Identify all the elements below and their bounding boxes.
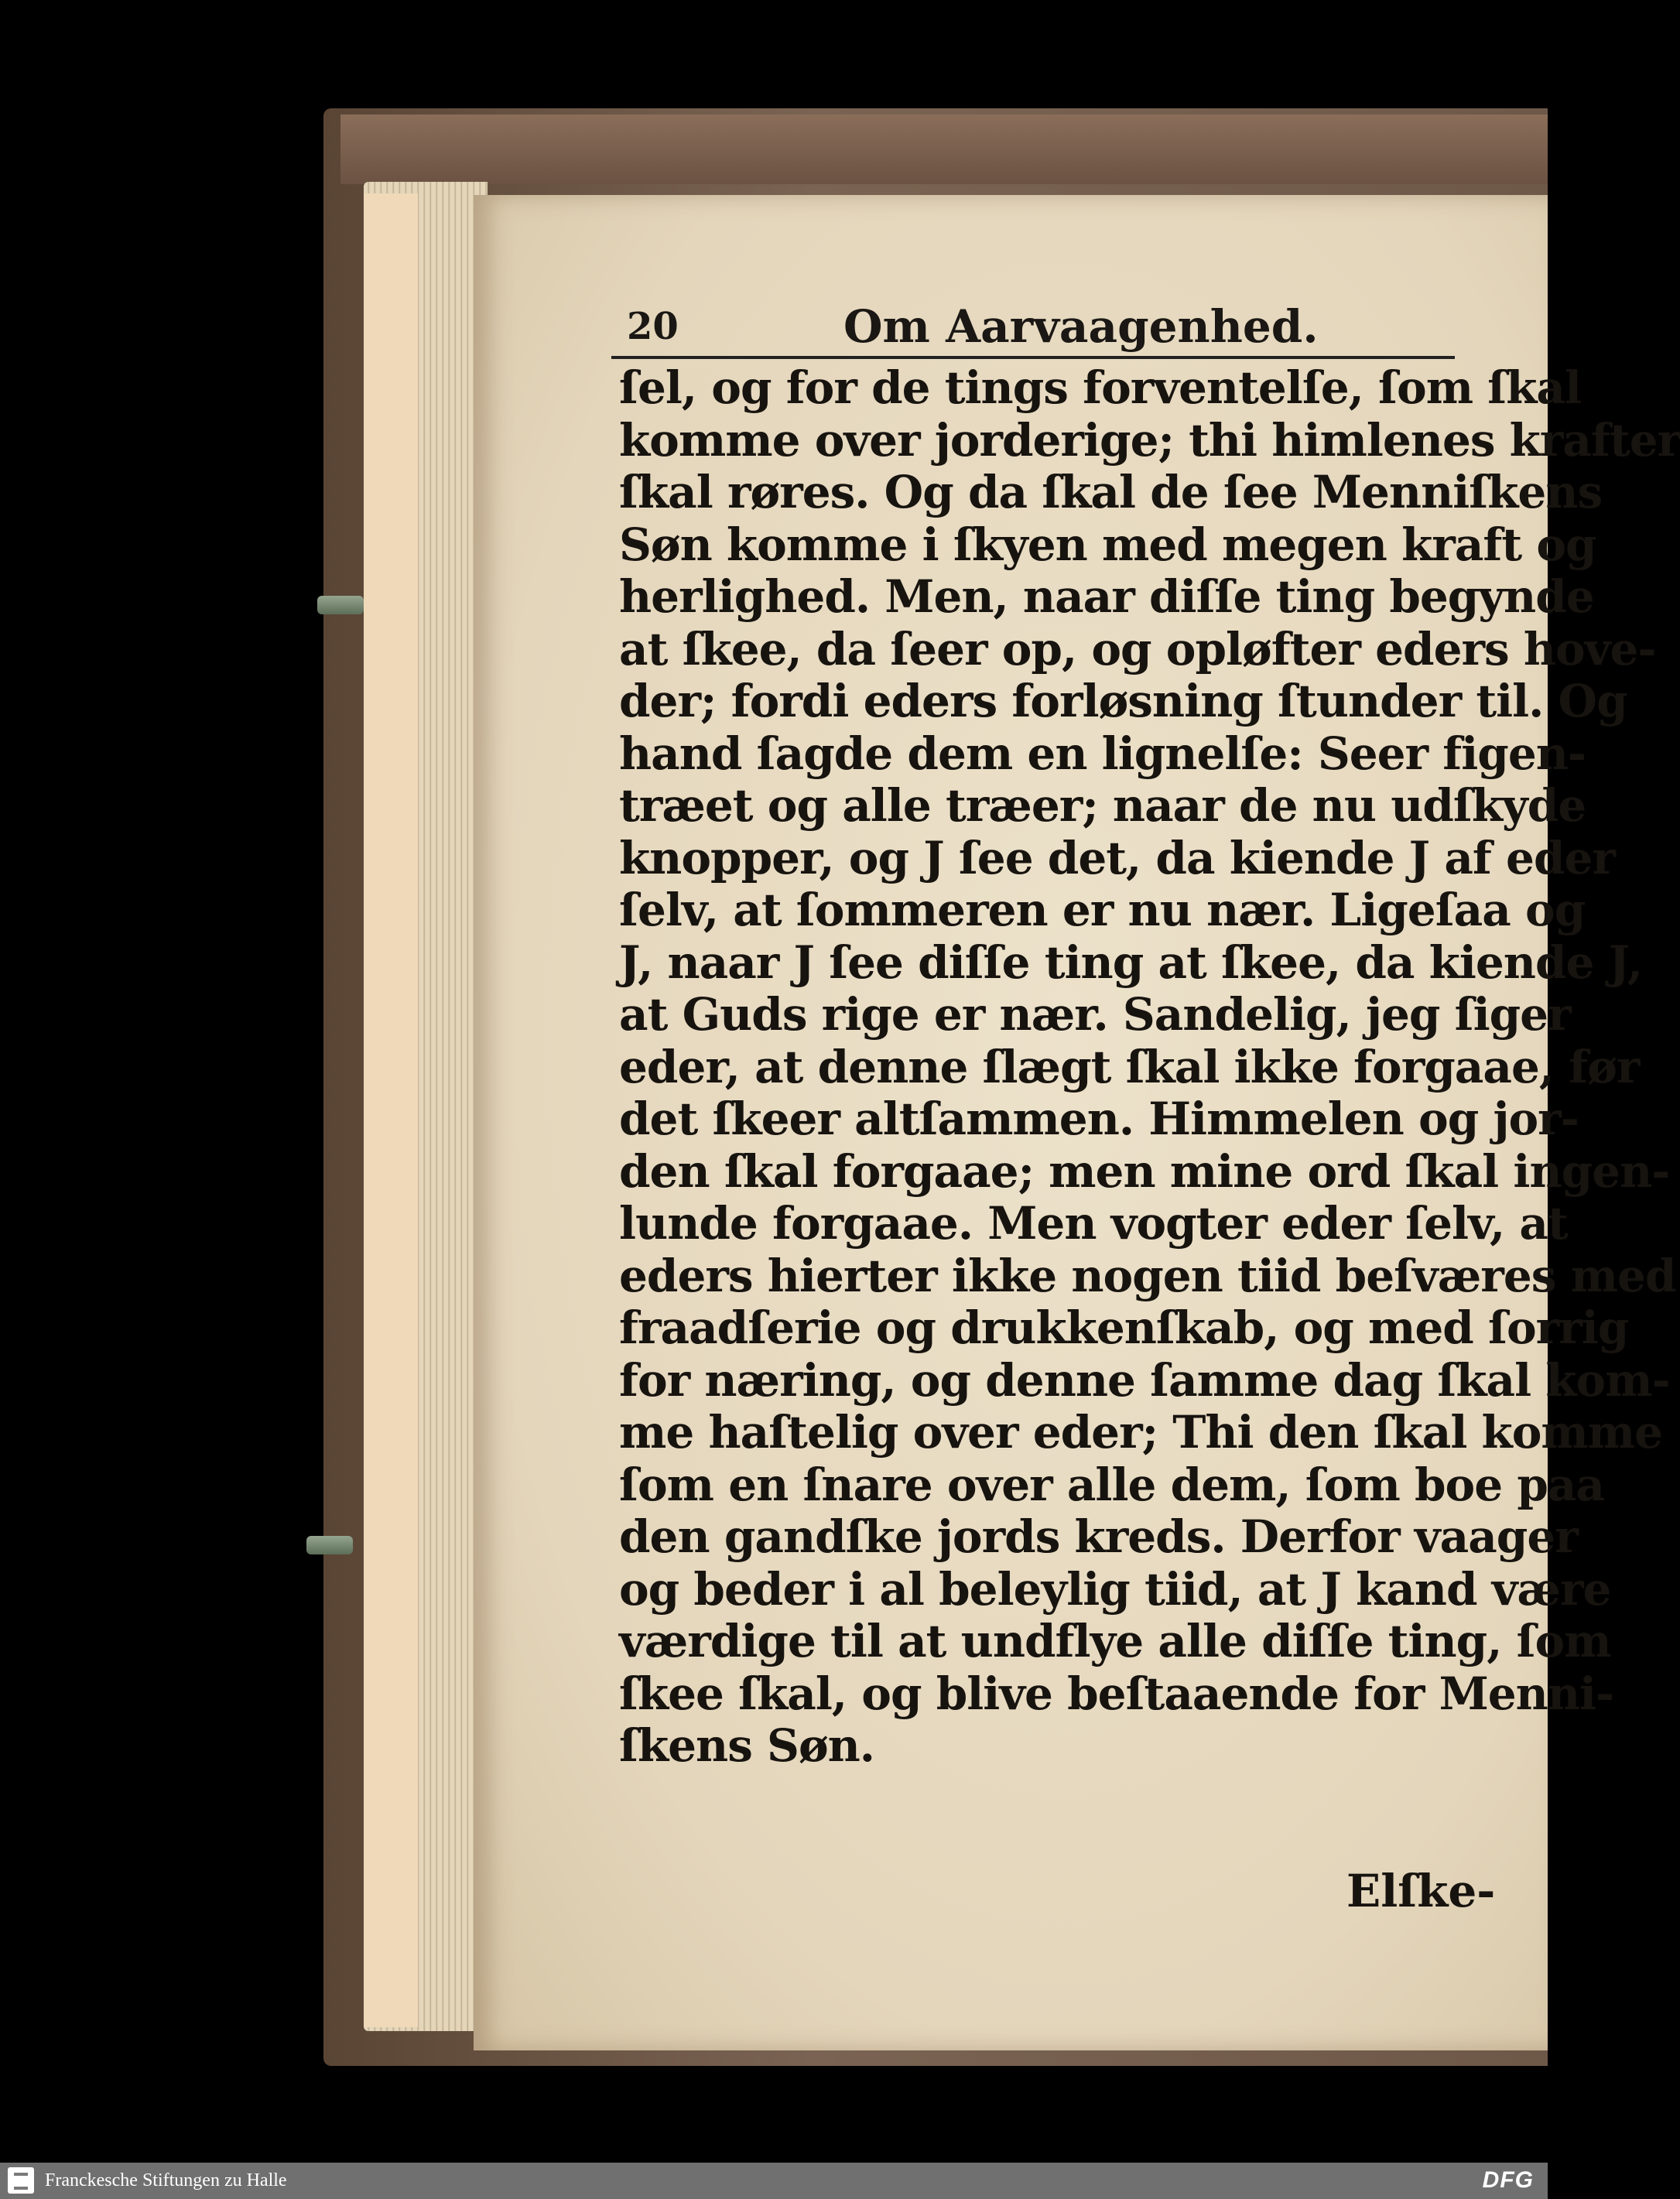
footer-credit: Franckesche Stiftungen zu Halle bbox=[45, 2170, 287, 2190]
running-head bbox=[611, 300, 1455, 359]
page-number: 20 bbox=[627, 305, 679, 348]
end-paper bbox=[364, 193, 418, 2027]
text-line: ſelv, at ſommeren er nu nær. Ligeſaa og bbox=[619, 884, 1586, 936]
text-line: det ſkeer altſammen. Himmelen og jor- bbox=[619, 1093, 1579, 1145]
text-line: eders hierter ikke nogen tiid beſværes med bbox=[619, 1249, 1676, 1302]
body-text bbox=[619, 361, 1680, 1773]
text-line: værdige til at undflye alle diſſe ting, ſom bbox=[619, 1615, 1611, 1667]
text-line: ſel, og for de tings forventelſe, ſom ſkal bbox=[619, 361, 1582, 414]
text-line: eder, at denne ſlægt ſkal ikke forgaae, før bbox=[619, 1040, 1640, 1093]
text-line: hand ſagde dem en lignelſe: Seer figen- bbox=[619, 727, 1586, 780]
cover-top-edge bbox=[340, 115, 1548, 184]
text-line: ſkens Søn. bbox=[619, 1719, 874, 1772]
footer-bar bbox=[0, 2163, 1548, 2199]
catchword: Elſke- bbox=[1346, 1865, 1496, 1917]
text-line: me haſtelig over eder; Thi den ſkal komme bbox=[619, 1406, 1663, 1459]
text-line: den ſkal forgaae; men mine ord ſkal ingen- bbox=[619, 1144, 1670, 1198]
text-line: J, naar J ſee diſſe ting at ſkee, da kiende J, bbox=[619, 935, 1642, 989]
clasp-bottom bbox=[306, 1536, 353, 1554]
text-line: ſkal røres. Og da ſkal de ſee Menniſkens bbox=[619, 466, 1603, 518]
text-line: komme over jorderige; thi himlenes krafter bbox=[619, 413, 1680, 467]
institution-logo-icon bbox=[8, 2167, 34, 2194]
running-title: Om Aarvaagenhed. bbox=[843, 300, 1319, 353]
text-line: fraadſerie og drukkenſkab, og med ſorrig bbox=[619, 1301, 1629, 1354]
text-line: herlighed. Men, naar diſſe ting begynde bbox=[619, 570, 1594, 623]
dfg-logo: DFG bbox=[1482, 2167, 1534, 2193]
text-line: at Guds rige er nær. Sandelig, jeg ſiger bbox=[619, 988, 1571, 1041]
text-line: træet og alle træer; naar de nu udſkyde bbox=[619, 779, 1586, 832]
text-line: lunde forgaae. Men vogter eder ſelv, at bbox=[619, 1197, 1568, 1250]
text-line: Søn komme i ſkyen med megen kraft og bbox=[619, 518, 1596, 571]
text-line: ſom en ſnare over alle dem, ſom boe paa bbox=[619, 1458, 1605, 1511]
text-line: knopper, og J ſee det, da kiende J af eder bbox=[619, 831, 1615, 884]
text-line: at ſkee, da ſeer op, og opløfter eders hove- bbox=[619, 622, 1656, 675]
text-line: den gandſke jords kreds. Derfor vaager bbox=[619, 1510, 1578, 1563]
text-line: ſkee ſkal, og blive beſtaaende for Menni- bbox=[619, 1667, 1614, 1720]
text-line: for næring, og denne ſamme dag ſkal kom- bbox=[619, 1353, 1670, 1407]
clasp-top bbox=[317, 596, 364, 614]
text-line: og beder i al beleylig tiid, at J kand være bbox=[619, 1562, 1611, 1616]
text-line: der; fordi eders forløsning ſtunder til. Og bbox=[619, 675, 1627, 727]
